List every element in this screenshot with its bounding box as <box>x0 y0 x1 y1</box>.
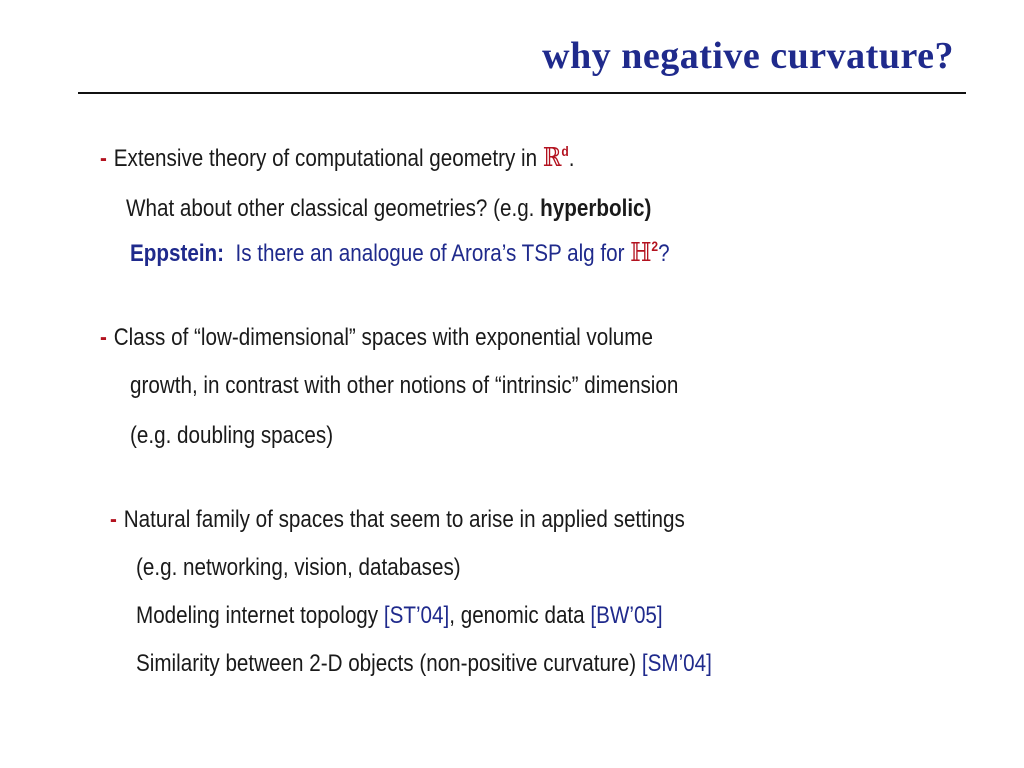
dimension-superscript: d <box>561 143 569 159</box>
bullet1-line3-end: ? <box>658 240 670 267</box>
bullet3-line3 <box>136 601 663 631</box>
bullet3-line3-mid: , genomic data <box>449 602 585 629</box>
citation-bw05: [BW’05] <box>590 602 663 629</box>
bullet-dash: - <box>100 324 107 351</box>
bullet3-line1 <box>110 505 685 535</box>
bullet1-line2-text: What about other classical geometries? (e.g. <box>126 195 535 222</box>
bullet1-line1-end: . <box>568 145 575 172</box>
bullet1-line1-text: Extensive theory of computational geometry in <box>113 145 538 172</box>
bullet2-line2 <box>130 371 678 401</box>
bullet2-line1 <box>100 323 653 353</box>
bullet1-line3 <box>130 238 670 269</box>
bullet1-line1 <box>100 143 575 174</box>
bullet1-line2 <box>126 194 651 224</box>
slide-title: why negative curvature? <box>542 35 954 77</box>
real-numbers-symbol: ℝ <box>542 143 562 173</box>
hyperbolic-plane-symbol: ℍ <box>630 238 652 268</box>
bullet2-line2-text: growth, in contrast with other notions of “intrinsic” dimension <box>130 372 679 399</box>
citation-st04: [ST’04] <box>383 602 450 629</box>
bullet2-line3 <box>130 421 333 451</box>
eppstein-question: Is there an analogue of Arora’s TSP alg for <box>235 240 625 267</box>
bullet2-line1-text: Class of “low-dimensional” spaces with exponential volume <box>113 324 653 351</box>
bullet3-line2-text: (e.g. networking, vision, databases) <box>136 554 461 581</box>
hyperbolic-emphasis: hyperbolic) <box>540 195 652 222</box>
title-divider <box>78 92 966 94</box>
bullet2-line3-text: (e.g. doubling spaces) <box>130 422 334 449</box>
bullet3-line3-text: Modeling internet topology <box>136 602 379 629</box>
plane-dimension-superscript: 2 <box>651 238 659 254</box>
bullet3-line1-text: Natural family of spaces that seem to arise in applied settings <box>123 506 685 533</box>
bullet3-line4-text: Similarity between 2-D objects (non-positive curvature) <box>136 650 637 677</box>
citation-sm04: [SM’04] <box>641 650 712 677</box>
bullet3-line4 <box>136 649 712 679</box>
bullet3-line2 <box>136 553 461 583</box>
bullet-dash: - <box>100 145 107 172</box>
eppstein-label: Eppstein: <box>130 240 225 267</box>
bullet-dash: - <box>110 506 117 533</box>
